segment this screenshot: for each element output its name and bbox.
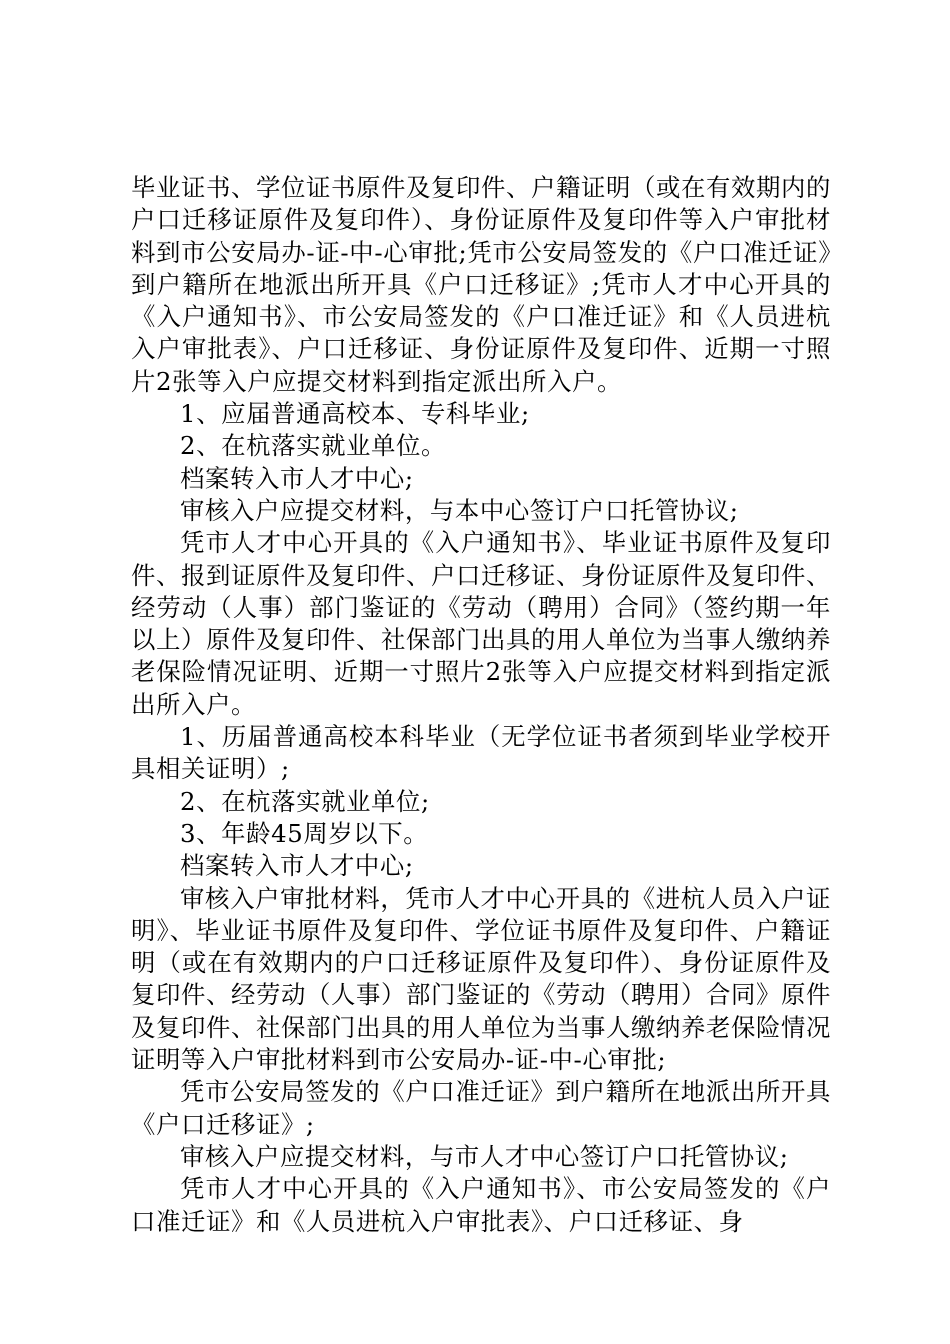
paragraph: 凭市公安局签发的《户口准迁证》到户籍所在地派出所开具《户口迁移证》; (131, 1077, 831, 1139)
paragraph: 1、历届普通高校本科毕业（无学位证书者须到毕业学校开具相关证明）; (131, 722, 831, 784)
paragraph: 审核入户应提交材料，与本中心签订户口托管协议; (180, 495, 739, 525)
paragraph: 凭市人才中心开具的《入户通知书》、毕业证书原件及复印件、报到证原件及复印件、户口迁移证、身份证原件及复印件、经劳动（人事）部门鉴证的《劳动（聘用）合同》（签约期一年以上）原件及复印件、社保部门出具的用人单位为当事人缴纳养老保险情况证明、近期一寸照片2张等入户应提交材料到指定派出所入户。 (131, 528, 831, 719)
paragraph: 凭市人才中心开具的《入户通知书》、市公安局签发的《户口准迁证》和《人员进杭入户审批表》、户口迁移证、身 (131, 1174, 831, 1236)
paragraph: 档案转入市人才中心; (180, 851, 414, 881)
paragraph: 审核入户应提交材料，与市人才中心签订户口托管协议; (180, 1141, 789, 1171)
paragraph: 1、应届普通高校本、专科毕业; (180, 399, 530, 429)
paragraph: 审核入户审批材料，凭市人才中心开具的《进杭人员入户证明》、毕业证书原件及复印件、学位证书原件及复印件、户籍证明（或在有效期内的户口迁移证原件及复印件）、身份证原件及复印件、经劳动（人事）部门鉴证的《劳动（聘用）合同》原件及复印件、社保部门出具的用人单位为当事人缴纳养老保险情况证明等入户审批材料到市公安局办-证-中-心审批; (131, 883, 831, 1075)
paragraph: 2、在杭落实就业单位。 (180, 431, 447, 461)
document-body (131, 172, 831, 1238)
paragraph: 毕业证书、学位证书原件及复印件、户籍证明（或在有效期内的户口迁移证原件及复印件）、身份证原件及复印件等入户审批材料到市公安局办-证-中-心审批;凭市公安局签发的《户口准迁证》到户籍所在地派出所开具《户口迁移证》;凭市人才中心开具的《入户通知书》、市公安局签发的《户口准迁证》和《人员进杭入户审批表》、户口迁移证、身份证原件及复印件、近期一寸照片2张等入户应提交材料到指定派出所入户。 (131, 173, 831, 396)
paragraph: 档案转入市人才中心; (180, 463, 414, 493)
paragraph: 3、年龄45周岁以下。 (180, 818, 429, 848)
paragraph: 2、在杭落实就业单位; (180, 786, 430, 816)
